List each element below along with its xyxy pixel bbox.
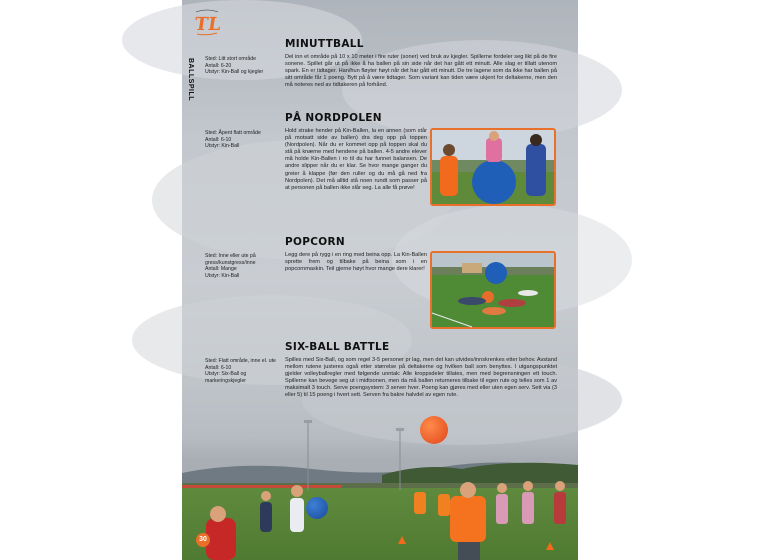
meta-count: Antall: 6-20	[205, 62, 232, 69]
meta-equipment: Utstyr: Kin-Ball	[205, 272, 240, 279]
publisher-logo	[193, 8, 223, 38]
meta-location: Sted: Inne eller ute på gress/kunstgress/inne	[205, 253, 256, 266]
section-text-nordpolen: Hold strake hender på Kin-Ballen, la en annen (som står på motsatt side av ballen) dra deg opp på toppen (Nordpolen). Når du er kommet opp på toppen skal du stå på knærne med hendene på ballen. 4-5 andre elever må holde Kin-Ballen i ro til du har funnet balansen. De andre slipper når du er klar. Se hvor mange ganger du greier å klappe (før den ruller og du må gå ned fra Nordpolen). Det må alltid stå noen rundt som passer på at personen på ballen ikke slår seg. La alle få prøve!	[285, 128, 427, 191]
nordpolen-photo	[430, 128, 556, 206]
category-side-label: BALLSPILL	[187, 58, 194, 101]
section-meta-minuttball	[205, 56, 283, 76]
section-text-popcorn: Legg dere på rygg i en ring med beina opp. La Kin-Ballen sprette frem og tilbake på beina som i en popcornmaskin. Teil gjerne høyt hvor mange dere klarer!	[285, 252, 427, 273]
nordpolen-photo-image	[432, 130, 554, 204]
section-text-minuttball: Del inn et område på 10 x 10 meter i fire ruter (soner) ved bruk av kjegler. Spillerne fordeler seg likt på de fire sonene. Spillet går ut på ikke å ha ballen på sin side når det har gått ett minutt. Alle slag er tillatt utenom spark. En er tidtager. Han/hun fløyter høyt når det har gått ett minutt. De tre lagene som da ikke har ballen på sitt område får 1 poeng. Bytt på å være tidtager. Som variant kan tiden være ukjent for deltakerne, men den må noteres ned av tidtakeren på forhånd.	[285, 54, 557, 89]
meta-equipment: Utstyr: Six-Ball og markeringskjegler	[205, 371, 247, 384]
popcorn-photo	[430, 251, 556, 329]
meta-location: Sted: Flatt område, inne el. ute	[205, 358, 276, 364]
players-illustration	[182, 478, 578, 560]
meta-count: Antall: 6-10	[205, 136, 232, 143]
svg-text:TL: TL	[193, 14, 223, 35]
meta-location: Sted: Åpent flatt område	[205, 130, 261, 136]
popcorn-photo-image	[432, 253, 554, 327]
section-title-popcorn: POPCORN	[285, 236, 345, 248]
section-title-nordpolen: PÅ NORDPOLEN	[285, 112, 382, 124]
page-number: 30	[196, 533, 210, 547]
section-title-minuttball: MINUTTBALL	[285, 38, 364, 50]
section-meta-sixball	[205, 358, 283, 384]
document-page	[182, 0, 578, 560]
meta-equipment: Utstyr: Kin-Ball	[205, 143, 240, 150]
section-meta-popcorn	[205, 253, 283, 279]
section-title-sixball: SIX-BALL BATTLE	[285, 341, 390, 353]
meta-count: Antall: Mange	[205, 266, 237, 273]
logo-mark	[193, 8, 223, 38]
meta-equipment: Utstyr: Kin-Ball og kjegler	[205, 69, 264, 76]
meta-count: Antall: 6-10	[205, 364, 232, 371]
section-meta-nordpolen	[205, 130, 283, 150]
orange-ball	[420, 416, 448, 444]
meta-location: Sted: Litt stort område	[205, 56, 257, 62]
section-text-sixball: Spilles med Six-Ball, og som regel 3-5 personer pr lag, men det kan utvides/innskrenkes etter behov. Avstand mellom rutene justeres også etter størrelse på deltakerne og hvilken ball som benyttes. I utgangspunktet gjelder volleyballregler med følgende unntak: Alle kroppsdeler tillates, men med begrensningen ett touch. Spillerne kan bevege seg ut i midtsonen, men da må ballen returneres tilbake til egen rute og telles som 1 av maksimalt 3 touch. Serve poengsystem: 3 server hver. Poeng kan gjøres med eller uten egen serv. Sett via (3 eller 5) til 15 poeng i hvert sett. Serven fra bakre halvdel av egen rute.	[285, 357, 557, 399]
